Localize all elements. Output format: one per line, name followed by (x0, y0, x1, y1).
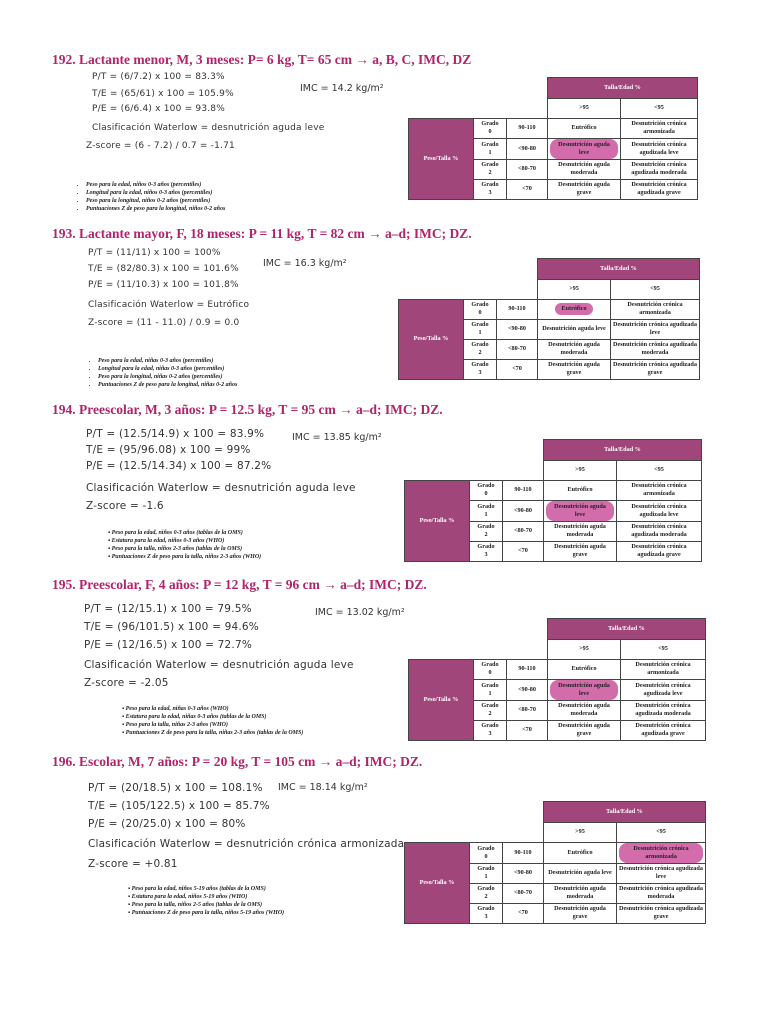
handwritten-line: Clasificación Waterlow = desnutrición aguda leve (92, 123, 325, 133)
table-row (405, 480, 702, 500)
class-cell: Desnutrición crónica agudizada moderada (621, 700, 706, 720)
class-cell: Desnutrición aguda grave (538, 359, 611, 379)
class-cell: Desnutrición crónica agudizada moderada (621, 159, 698, 179)
reference-item: • Longitud para la edad, niñas 0-3 años (percentiles) (98, 365, 237, 373)
reference-item: • Puntuaciones Z de peso para la longitud, niños 0-2 años (86, 205, 225, 213)
handwritten-line: T/E = (105/122.5) x 100 = 85.7% (88, 800, 270, 812)
handwritten-line: T/E = (95/96.08) x 100 = 99% (86, 444, 251, 456)
exercise-heading: 196. Escolar, M, 7 años: P = 20 kg, T = 105 cm → a–d; IMC; DZ. (52, 754, 423, 769)
table-row (399, 299, 700, 319)
range-cell: <80-70 (503, 521, 544, 541)
imc-value: IMC = 13.02 kg/m² (315, 607, 405, 618)
handwritten-line: P/E = (12.5/14.34) x 100 = 87.2% (86, 460, 272, 472)
grade-cell: Grado 0 (470, 480, 503, 500)
imc-value: IMC = 16.3 kg/m² (263, 258, 347, 269)
imc-value: IMC = 14.2 kg/m² (300, 83, 384, 94)
handwritten-line: P/T = (12.5/14.9) x 100 = 83.9% (86, 428, 265, 440)
class-cell: Desnutrición aguda grave (548, 179, 621, 199)
class-cell (538, 299, 611, 319)
reference-item: ▪ Puntuaciones Z de peso para la talla, niñas 2-3 años (tablas de la OMS) (122, 729, 303, 737)
range-cell: <70 (503, 903, 544, 923)
range-cell: <90-80 (503, 500, 544, 521)
reference-list (84, 357, 237, 389)
peso-talla-label: Peso/Talla % (405, 842, 470, 923)
col-lt95: <95 (621, 640, 706, 660)
class-cell: Desnutrición aguda leve (538, 319, 611, 339)
class-cell: Desnutrición aguda grave (544, 903, 617, 923)
class-cell: Eutrófico (544, 480, 617, 500)
class-cell: Eutrófico (548, 118, 621, 138)
reference-item: ▪ Estatura para la edad, niños 5-19 años (WHO) (128, 893, 284, 901)
range-cell: <70 (497, 359, 538, 379)
col-gt95: >95 (538, 280, 611, 300)
grade-cell: Grado 0 (474, 118, 507, 138)
grade-cell: Grado 1 (474, 679, 507, 700)
range-cell: <90-80 (507, 679, 548, 700)
imc-value: IMC = 18.14 kg/m² (278, 782, 368, 793)
class-cell (548, 679, 621, 700)
range-cell: 90-110 (507, 659, 548, 679)
table-row (409, 659, 706, 679)
range-cell: <80-70 (497, 339, 538, 359)
grade-cell: Grado 1 (470, 500, 503, 521)
grade-cell: Grado 2 (474, 159, 507, 179)
class-cell: Desnutrición crónica agudizada grave (611, 359, 700, 379)
class-cell: Desnutrición crónica agudizada grave (621, 179, 698, 199)
handwritten-line: Z-score = +0.81 (88, 858, 178, 870)
class-cell: Eutrófico (548, 659, 621, 679)
class-cell: Desnutrición crónica agudizada grave (617, 903, 706, 923)
class-cell: Desnutrición crónica armonizada (611, 299, 700, 319)
handwritten-line: Clasificación Waterlow = Eutrófico (88, 300, 250, 310)
range-cell: <70 (503, 541, 544, 561)
selected-classification: Eutrófico (555, 303, 592, 315)
grade-cell: Grado 2 (464, 339, 497, 359)
reference-item: • Peso para la longitud, niños 0-2 años (percentiles) (86, 197, 225, 205)
grade-cell: Grado 2 (474, 700, 507, 720)
range-cell: 90-110 (503, 842, 544, 863)
reference-item: • Puntuaciones Z de peso para la longitud, niñas 0-2 años (98, 381, 237, 389)
class-cell: Desnutrición crónica agudizada grave (621, 720, 706, 740)
talla-edad-header: Talla/Edad % (538, 259, 700, 280)
range-cell: <70 (507, 720, 548, 740)
selected-classification: Desnutrición aguda leve (550, 139, 618, 159)
class-cell: Desnutrición crónica agudizada moderada (617, 521, 702, 541)
range-cell: <90-80 (503, 863, 544, 883)
col-gt95: >95 (548, 640, 621, 660)
class-cell: Desnutrición aguda moderada (548, 159, 621, 179)
range-cell: 90-110 (503, 480, 544, 500)
handwritten-line: P/T = (6/7.2) x 100 = 83.3% (92, 72, 225, 82)
reference-item: ▪ Estatura para la edad, niños 0-3 años (WHO) (108, 537, 261, 545)
handwritten-line: P/E = (11/10.3) x 100 = 101.8% (88, 280, 239, 290)
range-cell: <90-80 (507, 138, 548, 159)
class-cell: Desnutrición aguda moderada (548, 700, 621, 720)
grade-cell: Grado 3 (464, 359, 497, 379)
class-cell: Desnutrición crónica agudizada leve (621, 679, 706, 700)
class-cell: Desnutrición aguda grave (544, 541, 617, 561)
range-cell: <80-70 (507, 700, 548, 720)
col-lt95: <95 (611, 280, 700, 300)
range-cell: <70 (507, 179, 548, 199)
grade-cell: Grado 1 (470, 863, 503, 883)
handwritten-line: Clasificación Waterlow = desnutrición aguda leve (86, 482, 356, 494)
reference-item: ▪ Peso para la talla, niños 2-3 años (tablas de la OMS) (108, 545, 261, 553)
grade-cell: Grado 2 (470, 883, 503, 903)
class-cell (544, 500, 617, 521)
grade-cell: Grado 2 (470, 521, 503, 541)
range-cell: 90-110 (497, 299, 538, 319)
class-cell: Desnutrición crónica armonizada (621, 118, 698, 138)
range-cell: 90-110 (507, 118, 548, 138)
waterlow-table (404, 801, 706, 924)
handwritten-line: T/E = (65/61) x 100 = 105.9% (92, 89, 234, 99)
class-cell: Desnutrición crónica agudizada leve (611, 319, 700, 339)
peso-talla-label: Peso/Talla % (409, 659, 474, 740)
waterlow-table (398, 258, 700, 380)
table-row (405, 842, 706, 863)
reference-item: • Peso para la longitud, niñas 0-2 años (percentiles) (98, 373, 237, 381)
reference-item: • Peso para la edad, niñas 0-3 años (percentiles) (98, 357, 237, 365)
exercise-heading: 193. Lactante mayor, F, 18 meses: P = 11 kg, T = 82 cm → a–d; IMC; DZ. (52, 226, 472, 241)
range-cell: <80-70 (503, 883, 544, 903)
grade-cell: Grado 0 (474, 659, 507, 679)
col-lt95: <95 (617, 461, 702, 481)
waterlow-table (404, 439, 702, 562)
class-cell: Desnutrición aguda leve (544, 863, 617, 883)
handwritten-line: Clasificación Waterlow = desnutrición aguda leve (84, 659, 354, 671)
handwritten-line: Z-score = (6 - 7.2) / 0.7 = -1.71 (86, 141, 235, 151)
class-cell: Desnutrición aguda moderada (544, 883, 617, 903)
col-gt95: >95 (544, 823, 617, 843)
reference-list (114, 885, 284, 917)
range-cell: <80-70 (507, 159, 548, 179)
col-gt95: >95 (548, 99, 621, 119)
handwritten-line: Z-score = -2.05 (84, 677, 169, 689)
grade-cell: Grado 0 (470, 842, 503, 863)
handwritten-line: T/E = (82/80.3) x 100 = 101.6% (88, 264, 239, 274)
reference-list (72, 181, 225, 213)
class-cell (617, 842, 706, 863)
handwritten-line: P/T = (11/11) x 100 = 100% (88, 248, 221, 258)
table-row (409, 118, 698, 138)
reference-item: ▪ Peso para la talla, niñas 2-3 años (WHO) (122, 721, 303, 729)
grade-cell: Grado 3 (470, 541, 503, 561)
exercise-heading: 192. Lactante menor, M, 3 meses: P= 6 kg, T= 65 cm → a, B, C, IMC, DZ (52, 52, 472, 67)
reference-item: ▪ Peso para la edad, niñas 0-3 años (WHO) (122, 705, 303, 713)
handwritten-line: P/E = (12/16.5) x 100 = 72.7% (84, 639, 253, 651)
reference-list (108, 705, 303, 737)
class-cell: Desnutrición aguda grave (548, 720, 621, 740)
class-cell: Desnutrición crónica agudizada moderada (611, 339, 700, 359)
handwritten-line: Clasificación Waterlow = desnutrición crónica armonizada (88, 838, 405, 850)
class-cell: Desnutrición crónica agudizada leve (617, 500, 702, 521)
peso-talla-label: Peso/Talla % (405, 480, 470, 561)
grade-cell: Grado 1 (474, 138, 507, 159)
selected-classification: Desnutrición aguda leve (546, 501, 614, 521)
class-cell: Desnutrición aguda moderada (538, 339, 611, 359)
col-lt95: <95 (621, 99, 698, 119)
col-gt95: >95 (544, 461, 617, 481)
reference-item: ▪ Peso para la talla, niños 2-5 años (tablas de la OMS) (128, 901, 284, 909)
reference-item: ▪ Peso para la edad, niños 0-3 años (tablas de la OMS) (108, 529, 261, 537)
class-cell: Desnutrición crónica armonizada (617, 480, 702, 500)
reference-item: ▪ Estatura para la edad, niñas 0-3 años (tablas de la OMS) (122, 713, 303, 721)
exercise-heading: 194. Preescolar, M, 3 años: P = 12.5 kg, T = 95 cm → a–d; IMC; DZ. (52, 402, 443, 417)
talla-edad-header: Talla/Edad % (544, 802, 706, 823)
class-cell: Desnutrición crónica agudizada grave (617, 541, 702, 561)
peso-talla-label: Peso/Talla % (409, 118, 474, 199)
exercise-heading: 195. Preescolar, F, 4 años: P = 12 kg, T = 96 cm → a–d; IMC; DZ. (52, 577, 427, 592)
class-cell: Desnutrición crónica agudizada moderada (617, 883, 706, 903)
reference-item: ▪ Puntuaciones Z de peso para la talla, niños 5-19 años (WHO) (128, 909, 284, 917)
imc-value: IMC = 13.85 kg/m² (292, 432, 382, 443)
handwritten-line: T/E = (96/101.5) x 100 = 94.6% (84, 621, 259, 633)
selected-classification: Desnutrición aguda leve (550, 680, 618, 700)
talla-edad-header: Talla/Edad % (544, 440, 702, 461)
reference-item: • Longitud para la edad, niños 0-3 años (percentiles) (86, 189, 225, 197)
peso-talla-label: Peso/Talla % (399, 299, 464, 379)
grade-cell: Grado 1 (464, 319, 497, 339)
reference-item: ▪ Puntuaciones Z de peso para la talla, niños 2-3 años (WHO) (108, 553, 261, 561)
grade-cell: Grado 3 (474, 179, 507, 199)
class-cell (548, 138, 621, 159)
handwritten-line: P/T = (20/18.5) x 100 = 108.1% (88, 782, 263, 794)
class-cell: Desnutrición crónica agudizada leve (621, 138, 698, 159)
grade-cell: Grado 0 (464, 299, 497, 319)
col-lt95: <95 (617, 823, 706, 843)
handwritten-line: P/T = (12/15.1) x 100 = 79.5% (84, 603, 252, 615)
reference-item: ▪ Peso para la edad, niños 5-19 años (tablas de la OMS) (128, 885, 284, 893)
waterlow-table (408, 618, 706, 741)
class-cell: Desnutrición aguda moderada (544, 521, 617, 541)
grade-cell: Grado 3 (474, 720, 507, 740)
waterlow-table (408, 77, 698, 200)
handwritten-line: Z-score = (11 - 11.0) / 0.9 = 0.0 (88, 318, 240, 328)
grade-cell: Grado 3 (470, 903, 503, 923)
selected-classification: Desnutrición crónica armonizada (619, 843, 703, 863)
talla-edad-header: Talla/Edad % (548, 619, 706, 640)
reference-item: • Peso para la edad, niños 0-3 años (percentiles) (86, 181, 225, 189)
handwritten-line: P/E = (20/25.0) x 100 = 80% (88, 818, 246, 830)
class-cell: Eutrófico (544, 842, 617, 863)
handwritten-line: P/E = (6/6.4) x 100 = 93.8% (92, 104, 225, 114)
talla-edad-header: Talla/Edad % (548, 78, 698, 99)
reference-list (94, 529, 261, 561)
class-cell: Desnutrición crónica agudizada leve (617, 863, 706, 883)
handwritten-line: Z-score = -1.6 (86, 500, 164, 512)
range-cell: <90-80 (497, 319, 538, 339)
class-cell: Desnutrición crónica armonizada (621, 659, 706, 679)
